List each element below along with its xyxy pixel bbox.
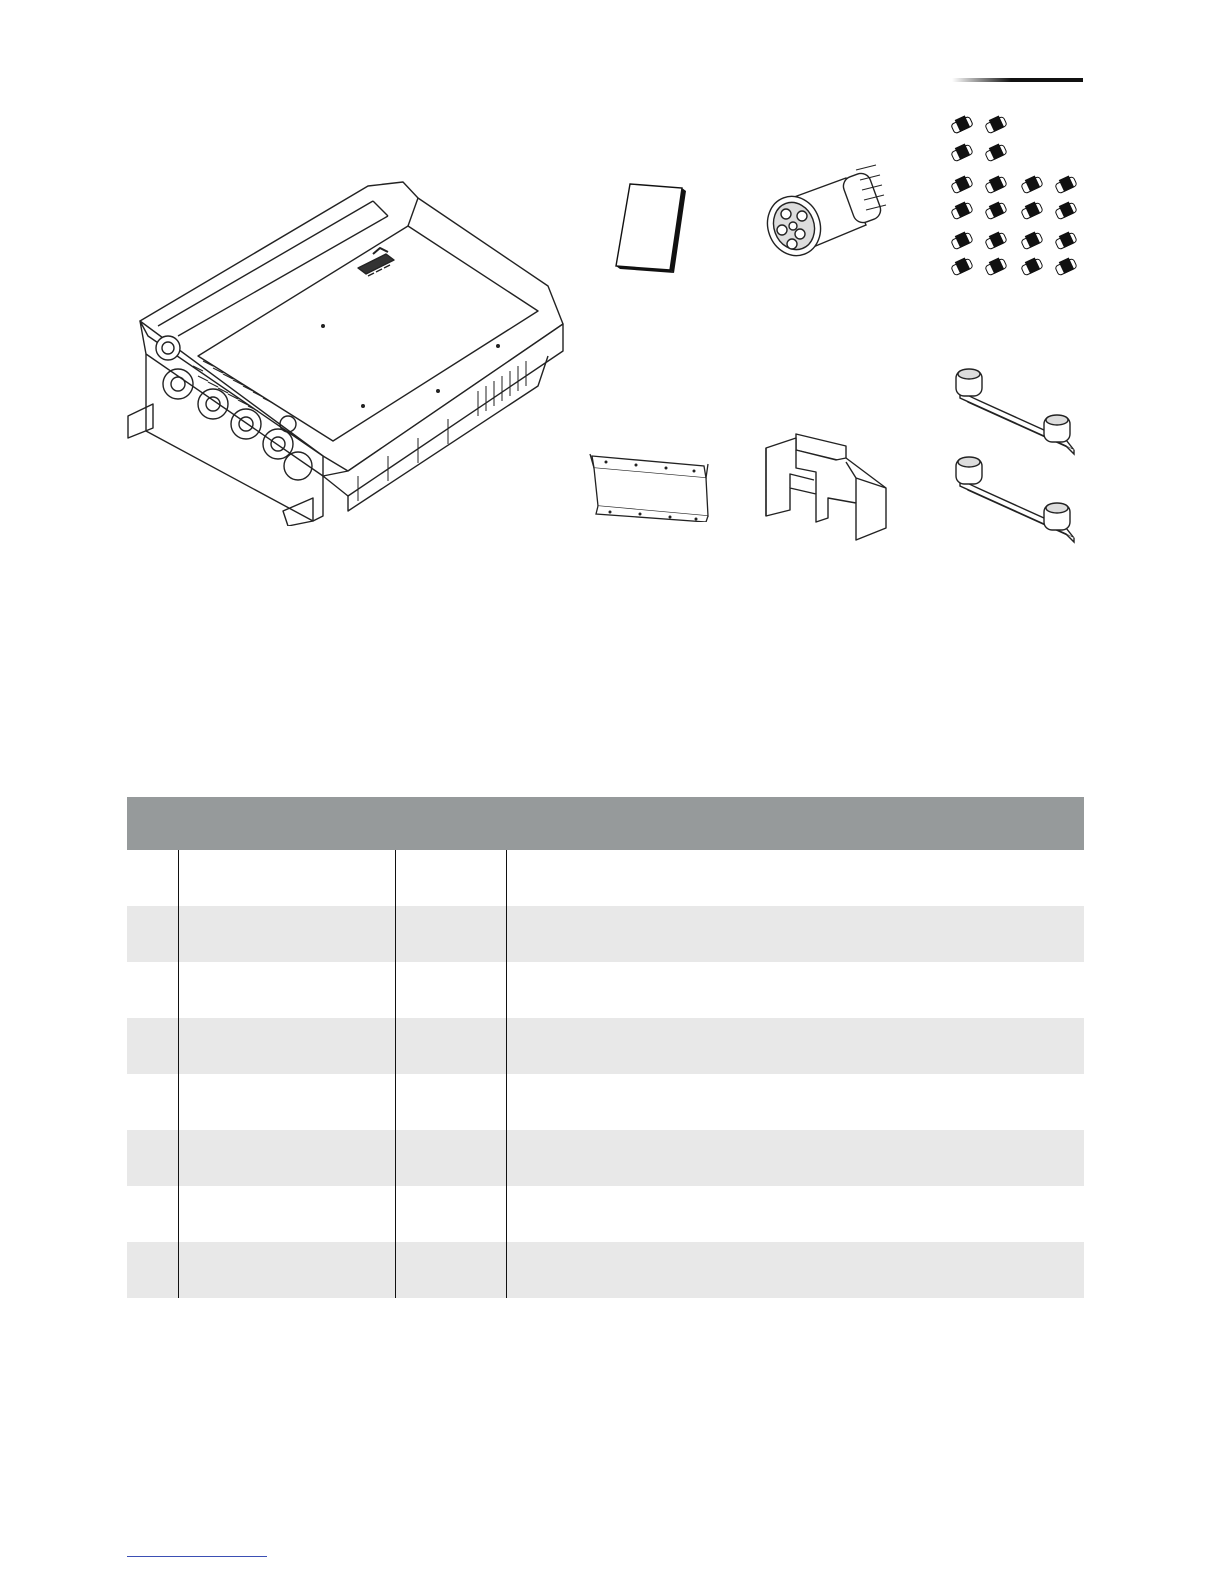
cell-description	[506, 1074, 1084, 1130]
cell-no	[127, 1130, 178, 1186]
cell-no	[127, 1018, 178, 1074]
cell-description	[506, 1018, 1084, 1074]
cell-qty	[395, 1242, 506, 1298]
cell-description	[506, 850, 1084, 906]
cell-description	[506, 906, 1084, 962]
cell-no	[127, 1242, 178, 1298]
cell-object	[178, 1186, 395, 1242]
fixing-bracket-pair-icon	[948, 362, 1083, 557]
top-rule	[952, 78, 1083, 82]
cell-description	[506, 962, 1084, 1018]
table-row	[127, 906, 1084, 962]
dc-connector-set-icon	[948, 112, 1088, 282]
package-contents-table	[127, 797, 1084, 1298]
cell-object	[178, 1074, 395, 1130]
cell-no	[127, 1186, 178, 1242]
cell-no	[127, 850, 178, 906]
footer-link-underline[interactable]	[127, 1556, 267, 1557]
table-header	[127, 797, 1084, 850]
cell-description	[506, 1130, 1084, 1186]
document-booklet-icon	[612, 182, 687, 274]
cell-object	[178, 1242, 395, 1298]
cell-object	[178, 1130, 395, 1186]
cell-qty	[395, 1018, 506, 1074]
table-row	[127, 1130, 1084, 1186]
ac-plug-connector-icon	[756, 160, 896, 270]
cell-object	[178, 1018, 395, 1074]
cell-object	[178, 906, 395, 962]
cell-object	[178, 962, 395, 1018]
cell-qty	[395, 1074, 506, 1130]
cell-description	[506, 1186, 1084, 1242]
table-row	[127, 962, 1084, 1018]
table-row	[127, 1074, 1084, 1130]
cell-no	[127, 906, 178, 962]
cell-qty	[395, 962, 506, 1018]
cell-no	[127, 962, 178, 1018]
cell-qty	[395, 850, 506, 906]
inverter-unit-icon	[118, 176, 578, 526]
cell-description	[506, 1242, 1084, 1298]
cell-qty	[395, 1186, 506, 1242]
cell-qty	[395, 906, 506, 962]
cell-no	[127, 1074, 178, 1130]
cell-qty	[395, 1130, 506, 1186]
table-row	[127, 850, 1084, 906]
terminal-cover-icon	[756, 428, 891, 548]
table-row	[127, 1242, 1084, 1298]
cell-object	[178, 850, 395, 906]
table-row	[127, 1186, 1084, 1242]
table-row	[127, 1018, 1084, 1074]
mounting-bracket-icon	[584, 450, 714, 522]
